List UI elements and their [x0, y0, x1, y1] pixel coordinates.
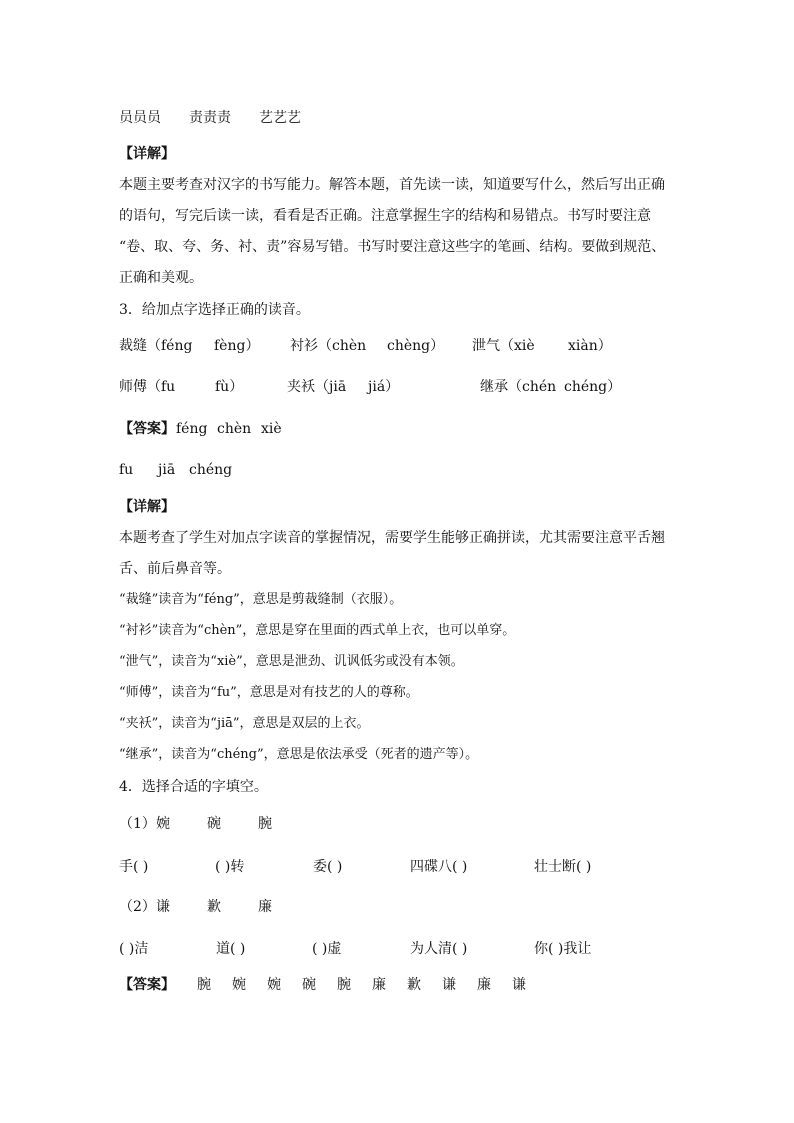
q3-explain-line-2: 舌、前后鼻音等。 — [119, 561, 231, 577]
q3-answer-6: chéng — [189, 462, 233, 478]
q3-r1-opt1: 裁缝（féng — [119, 338, 193, 354]
q4-g1-blank-5: 壮士断( ) — [534, 859, 592, 875]
q4-g1-char-3: 腕 — [258, 816, 272, 832]
q3-r2-opt5: 继承（chén — [480, 379, 557, 395]
q4-g2-blank-1: ( )洁 — [119, 941, 149, 957]
q4-answer-4: 碗 — [302, 977, 316, 993]
q3-r2-opt4: jiá） — [368, 379, 400, 395]
q4-g2-char-3: 廉 — [258, 899, 272, 915]
q3-answer-5: jiā — [158, 462, 176, 478]
q4-g1-label: （1） — [119, 816, 156, 832]
q4-g2-blank-3: ( )虚 — [312, 941, 342, 957]
q3-explain-line-7: “夹袄”，读音为“jiā”，意思是双层的上衣。 — [119, 716, 370, 731]
q3-r2-opt1: 师傅（fu — [119, 379, 176, 395]
q4-g1-blank-2: ( )转 — [215, 859, 245, 875]
q3-r1-opt3: 衬衫（chèn — [290, 338, 367, 354]
q4-g2-char-1: 谦 — [156, 899, 170, 915]
top-word-3: 艺艺艺 — [259, 110, 301, 126]
q4-answer-3: 婉 — [267, 977, 281, 993]
q3-explain-line-1: 本题考查了学生对加点字读音的掌握情况，需要学生能够正确拼读，尤其需要注意平舌翘 — [119, 530, 665, 546]
q3-r1-opt2: fèng） — [214, 338, 260, 354]
q3-explain-line-3: “裁缝”读音为“féng”，意思是剪裁缝制（衣服）。 — [119, 592, 403, 607]
q4-g2-blank-5: 你( )我让 — [534, 941, 592, 957]
q4-answer-5: 腕 — [337, 977, 351, 993]
q4-answer-8: 谦 — [442, 977, 456, 993]
q3-explain-line-4: “衬衫”读音为“chèn”，意思是穿在里面的西式单上衣，也可以单穿。 — [119, 623, 516, 638]
q3-answer-3: xiè — [261, 421, 282, 437]
top-word-1: 员员员 — [119, 110, 161, 126]
q4-answer-label: 【答案】 — [119, 977, 175, 993]
q3-answer-4: fu — [119, 462, 134, 478]
q3-answer-2: chèn — [217, 421, 252, 437]
q3-answer-label: 【答案】 — [119, 421, 175, 437]
q3-explain-line-6: “师傅”，读音为“fu”，意思是对有技艺的人的尊称。 — [119, 685, 419, 700]
q3-explain-line-8: “继承”，读音为“chéng”，意思是依法承受（死者的遗产等）。 — [119, 747, 479, 762]
q2-explain-line-2: 的语句，写完后读一读，看看是否正确。注意掌握生字的结构和易错点。书写时要注意 — [119, 208, 651, 224]
q2-explain-line-1: 本题主要考查对汉字的书写能力。解答本题，首先读一读，知道要写什么，然后写出正确 — [119, 177, 665, 193]
q4-answer-9: 廉 — [477, 977, 491, 993]
q4-answer-10: 谦 — [512, 977, 526, 993]
q4-answer-7: 歉 — [407, 977, 421, 993]
q3-r2-opt3: 夹袄（jiā — [287, 379, 347, 395]
q4-g1-char-1: 婉 — [156, 816, 170, 832]
q4-g2-char-2: 歉 — [207, 899, 221, 915]
q3-r1-opt4: chèng） — [387, 338, 445, 354]
q3-explain-line-5: “泄气”，读音为“xiè”，意思是泄劲、讥讽低劣或没有本领。 — [119, 654, 464, 669]
q4-g2-blank-4: 为人清( ) — [410, 941, 468, 957]
q3-title: 3．给加点字选择正确的读音。 — [119, 302, 310, 318]
q4-g1-blank-1: 手( ) — [119, 859, 149, 875]
q4-g1-blank-3: 委( ) — [313, 859, 343, 875]
top-word-2: 责责责 — [189, 110, 231, 126]
q3-r2-opt2: fù） — [215, 379, 244, 395]
q4-g2-blank-2: 道( ) — [216, 941, 246, 957]
detail-label-q3: 【详解】 — [119, 499, 175, 515]
q2-explain-line-3: “卷、取、夸、务、衬、责”容易写错。书写时要注意这些字的笔画、结构。要做到规范、 — [119, 239, 666, 255]
q3-r1-opt6: xiàn） — [568, 338, 612, 354]
q3-answer-1: féng — [176, 421, 208, 437]
q4-g1-char-2: 碗 — [207, 816, 221, 832]
q2-explain-line-4: 正确和美观。 — [119, 270, 203, 286]
q3-r2-opt6: chéng） — [564, 379, 622, 395]
q4-title: 4．选择合适的字填空。 — [119, 779, 268, 795]
q4-g1-blank-4: 四碟八( ) — [410, 859, 468, 875]
q4-answer-2: 婉 — [232, 977, 246, 993]
q3-r1-opt5: 泄气（xiè — [472, 338, 535, 354]
detail-label-q2: 【详解】 — [119, 146, 175, 162]
q4-answer-1: 腕 — [197, 977, 211, 993]
q4-answer-6: 廉 — [372, 977, 386, 993]
q4-g2-label: （2） — [119, 899, 156, 915]
